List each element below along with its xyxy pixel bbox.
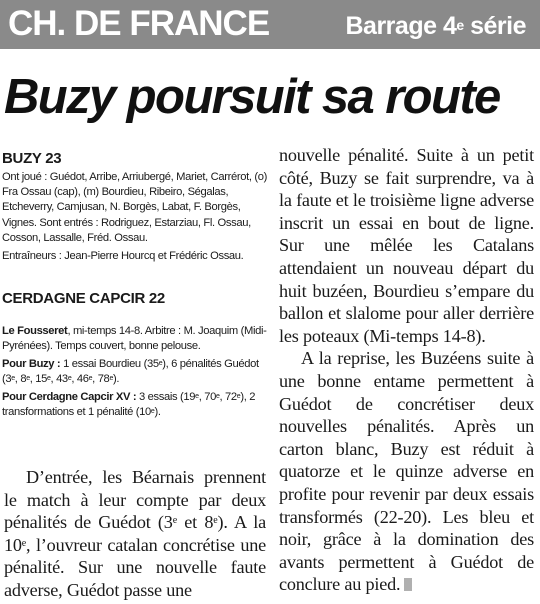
away-team-score: CERDAGNE CAPCIR 22 bbox=[2, 290, 165, 307]
article-paragraph: A la reprise, les Buzéens suite à une bonne entame permettent à Guédot de concrétiser deux nouvelles pénalités. Après un carton blanc, Buzy est réduit à quatorze et le quinze adverse en profite pour revenir par deux essais transformés (22-20). Les bleu et noir, grâce à la domination des avants permettent à Guédot de conclure au pied. bbox=[279, 348, 534, 595]
home-team-coaches: Entraîneurs : Jean-Pierre Hourcq et Frédéric Ossau. bbox=[2, 250, 244, 262]
match-details: Le Fousseret, mi-temps 14-8. Arbitre : M. Joaquim (Midi-Pyrénées). Temps couvert, bonne pelouse. bbox=[2, 325, 267, 353]
section-banner bbox=[0, 0, 540, 49]
article-headline: Buzy poursuit sa route bbox=[4, 70, 500, 124]
section-subtitle: Barrage 4e série bbox=[345, 12, 526, 40]
article-column-left: D’entrée, les Béarnais prennent le match à leur compte par deux pénalités de Guédot (3e et 8e). A la 10e, l’ouvreur catalan concrétise une pénalité. Sur une nouvelle faute adverse, Guédot passe une bbox=[4, 467, 266, 600]
home-team-lineup: Ont joué : Guédot, Arribe, Arriubergé, Mariet, Carrérot, (o) Fra Ossau (cap), (m) Bourdieu, Ribeiro, Ségalas, Etcheverry, Camjusan, N. Borgès, Labat, F. Borgès, Vignes. Sont entrés : Rodriguez, Estarziau, Fl. Ossau, Cosson, Lassalle, Fréd. Ossau. bbox=[2, 171, 268, 244]
end-of-article-mark bbox=[404, 578, 412, 591]
buzy-scorers: Pour Buzy : 1 essai Bourdieu (35e), 6 pénalités Guédot (3e, 8e, 15e, 43e, 46e, 78e). bbox=[2, 358, 259, 386]
article-paragraph: nouvelle pénalité. Suite à un petit côté, Buzy se fait surprendre, va à la faute et le troisième ligne adverse inscrit un essai en bout de ligne. Sur une mêlée les Catalans attendaient un nouveau départ du huit buzéen, Bourdieu s’empare du ballon et slalome pour aller derrière les poteaux (Mi-temps 14-8). bbox=[279, 145, 534, 346]
home-team-score: BUZY 23 bbox=[2, 150, 62, 167]
article-column-right bbox=[279, 144, 534, 596]
cerdagne-scorers: Pour Cerdagne Capcir XV : 3 essais (19e, 70e, 72e), 2 transformations et 1 pénalité (10e). bbox=[2, 391, 256, 419]
section-title: CH. DE FRANCE bbox=[8, 4, 270, 43]
